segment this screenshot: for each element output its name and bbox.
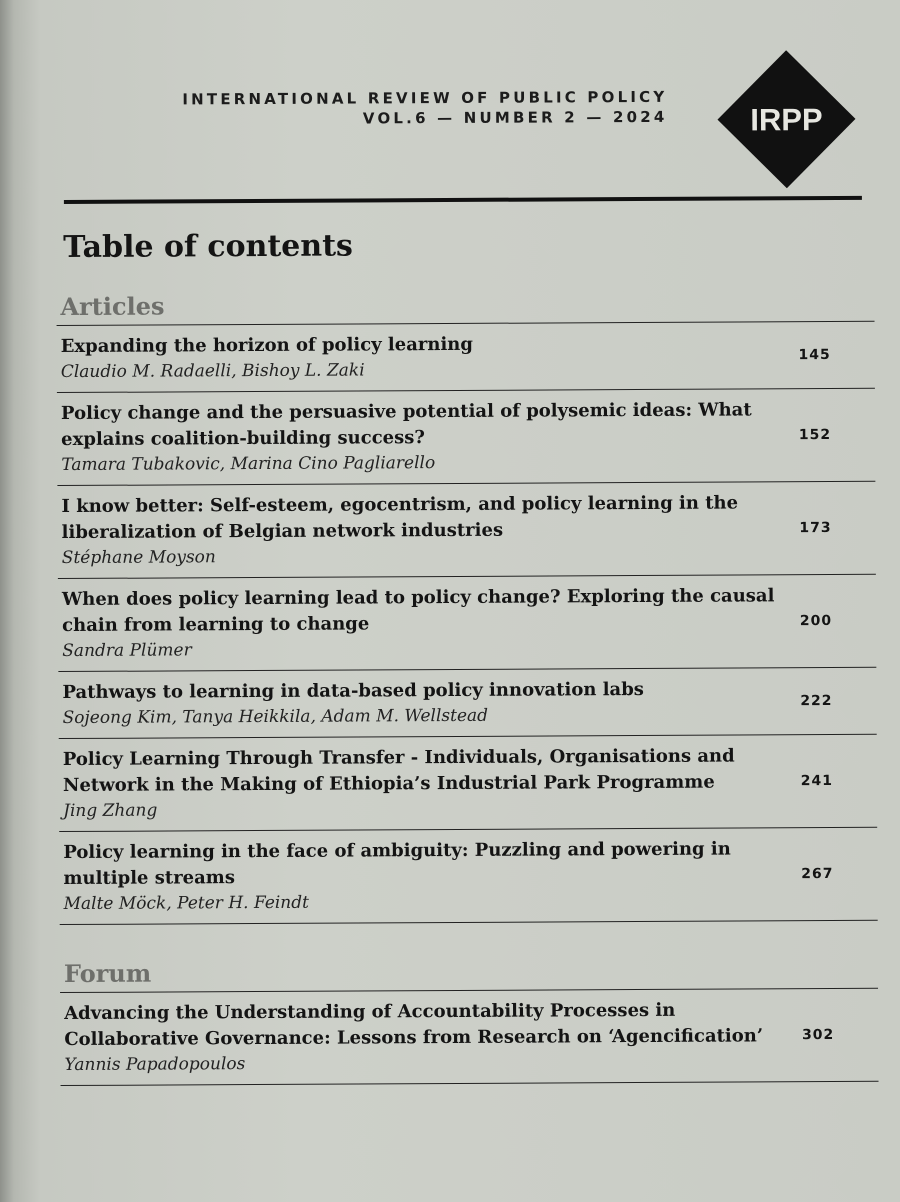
entry-title: Policy learning in the face of ambiguity: Puzzling and powering in multiple streams (63, 838, 731, 890)
entry-authors: Sandra Plümer (62, 640, 192, 662)
toc-entry[interactable] (58, 575, 876, 672)
entry-page: 222 (800, 692, 833, 710)
entry-page: 302 (802, 1026, 835, 1044)
entry-authors: Jing Zhang (63, 800, 158, 822)
entry-title: Expanding the horizon of policy learning (60, 333, 473, 358)
entry-page: 145 (798, 347, 831, 364)
entry-title: Pathways to learning in data-based policy innovation labs (62, 678, 644, 704)
entry-title: Policy change and the persuasive potential of polysemic ideas: What explains coalition-building success? (60, 399, 752, 451)
toc-entry[interactable] (59, 735, 877, 832)
toc-entry[interactable] (60, 989, 878, 1086)
entry-page: 152 (798, 427, 832, 444)
entry-title: When does policy learning lead to policy change? Exploring the causal chain from learning to change (61, 585, 775, 637)
section-heading-forum: Forum (60, 953, 878, 993)
entry-page: 173 (799, 520, 832, 537)
entry-page: 241 (800, 772, 833, 790)
page-title: Table of contents (63, 228, 353, 266)
entry-page: 267 (801, 865, 834, 883)
entry-title: Advancing the Understanding of Accountability Processes in Collaborative Governance: Lessons from Research on ‘Agencification’ (64, 999, 764, 1051)
toc-entry[interactable] (57, 389, 875, 486)
header-rule (64, 196, 862, 204)
toc-entry[interactable] (57, 322, 875, 393)
entry-title: I know better: Self-esteem, egocentrism, and policy learning in the liberalization of Belgian network industries (61, 492, 739, 544)
svg-text:IRPP: IRPP (750, 102, 823, 138)
toc-entry[interactable] (58, 668, 876, 739)
toc-entry[interactable] (57, 482, 875, 579)
entry-authors: Malte Möck, Peter H. Feindt (63, 892, 310, 915)
section-heading-articles: Articles (56, 286, 874, 326)
journal-name: INTERNATIONAL REVIEW OF PUBLIC POLICY (182, 87, 668, 109)
entry-authors: Stéphane Moyson (61, 547, 216, 569)
toc-list (56, 286, 878, 1086)
toc-entry[interactable] (59, 828, 877, 925)
entry-authors: Tamara Tubakovic, Marina Cino Pagliarello (61, 453, 436, 476)
entry-page: 200 (799, 612, 833, 630)
entry-title: Policy Learning Through Transfer - Individuals, Organisations and Network in the Making of Ethiopia’s Industrial Park Programme (62, 745, 735, 797)
journal-issue: VOL.6 — NUMBER 2 — 2024 (362, 107, 668, 128)
entry-authors: Yannis Papadopoulos (64, 1054, 246, 1076)
irpp-logo (717, 50, 856, 189)
entry-authors: Claudio M. Radaelli, Bishoy L. Zaki (60, 360, 365, 383)
journal-header (182, 87, 667, 130)
entry-authors: Sojeong Kim, Tanya Heikkila, Adam M. Wellstead (62, 705, 489, 729)
